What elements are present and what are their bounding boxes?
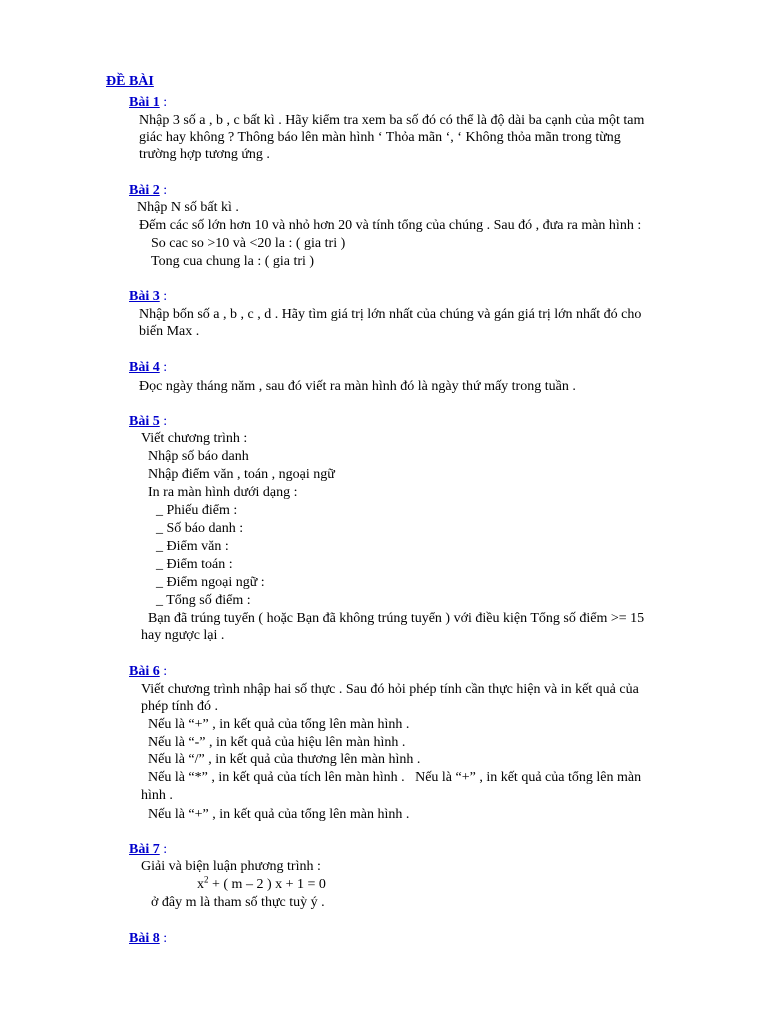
exercise-5-line-2: Nhập số báo danh [148,449,249,464]
exercise-5-line-12: hay ngược lại . [141,628,225,643]
exercise-heading-colon: : [159,95,168,110]
exercise-3-line-2: biến Max . [139,324,200,339]
exercise-heading-colon: : [159,183,168,198]
exercise-1-line-1: Nhập 3 số a , b , c bất kì . Hãy kiểm tra xem ba số đó có thể là độ dài ba cạnh của một tam [139,113,645,128]
exercise-heading-label: Bài 1 [129,95,160,110]
exercise-2-line-4: Tong cua chung la : ( gia tri ) [151,254,315,269]
exercise-7-line-3: ở đây m là tham số thực tuỳ ý . [151,895,325,910]
exercise-heading-1 [129,94,167,112]
exercise-6-line-8: Nếu là “+” , in kết quả của tổng lên màn hình . [148,807,410,822]
exercise-6-line-6: Nếu là “*” , in kết quả của tích lên màn hình . Nếu là “+” , in kết quả của tổng lên màn [148,770,642,785]
exercise-heading-5 [129,413,167,431]
exercise-heading-4 [129,359,167,377]
exercise-heading-3 [129,288,167,306]
exercise-5-line-7: _ Điểm văn : [156,539,229,554]
exercise-7-line-1: Giải và biện luận phương trình : [141,859,321,874]
exercise-5-line-1: Viết chương trình : [141,431,248,446]
exercise-5-line-11: Bạn đã trúng tuyển ( hoặc Bạn đã không trúng tuyển ) với điều kiện Tổng số điểm >= 15 [148,611,645,626]
exercise-heading-label: Bài 8 [129,931,160,946]
exercise-heading-colon: : [159,360,168,375]
exercise-heading-label: Bài 7 [129,842,160,857]
exercise-6-line-5: Nếu là “/” , in kết quả của thương lên màn hình . [148,752,421,767]
exercise-heading-colon: : [159,414,168,429]
exercise-1-line-3: trường hợp tương ứng . [139,147,270,162]
exercise-5-line-4: In ra màn hình dưới dạng : [148,485,298,500]
exercise-2-line-2: Đếm các số lớn hơn 10 và nhỏ hơn 20 và tính tổng của chúng . Sau đó , đưa ra màn hình : [139,218,642,233]
exercise-heading-label: Bài 4 [129,360,160,375]
exercise-4-line-1: Đọc ngày tháng năm , sau đó viết ra màn hình đó là ngày thứ mấy trong tuần . [139,379,576,394]
exercise-6-line-2: phép tính đó . [141,699,218,714]
exercise-heading-label: Bài 5 [129,414,160,429]
exercise-heading-label: Bài 3 [129,289,160,304]
exercise-6-line-4: Nếu là “-” , in kết quả của hiệu lên màn hình . [148,735,406,750]
exercise-5-line-3: Nhập điểm văn , toán , ngoại ngữ [148,467,335,482]
exercise-heading-label: Bài 2 [129,183,160,198]
exercise-heading-7 [129,841,167,859]
exercise-2-line-1: Nhập N số bất kì . [137,200,239,215]
equation-rest: + ( m – 2 ) x + 1 = 0 [208,877,326,892]
exercise-heading-6 [129,663,167,681]
exercise-6-line-3: Nếu là “+” , in kết quả của tổng lên màn hình . [148,717,410,732]
exercise-3-line-1: Nhập bốn số a , b , c , d . Hãy tìm giá trị lớn nhất của chúng và gán giá trị lớn nhất đó cho [139,307,642,322]
exercise-5-line-8: _ Điểm toán : [156,557,233,572]
equation-variable: x [197,877,204,892]
exercise-heading-2 [129,182,167,200]
exercise-5-line-9: _ Điểm ngoại ngữ : [156,575,265,590]
exercise-heading-colon: : [159,931,168,946]
exercise-5-line-6: _ Số báo danh : [156,521,244,536]
exercise-5-line-5: _ Phiếu điểm : [156,503,238,518]
exercise-heading-colon: : [159,289,168,304]
exercise-heading-label: Bài 6 [129,664,160,679]
exercise-6-line-7: hình . [141,788,173,803]
exercise-5-line-10: _ Tổng số điểm : [156,593,251,608]
exercise-heading-colon: : [159,664,168,679]
exercise-6-line-1: Viết chương trình nhập hai số thực . Sau đó hỏi phép tính cần thực hiện và in kết quả của [141,682,639,697]
exercise-heading-colon: : [159,842,168,857]
equation-exponent: 2 [204,874,209,885]
exercise-heading-8 [129,930,167,948]
page-title: ĐỀ BÀI [106,74,154,89]
exercise-1-line-2: giác hay không ? Thông báo lên màn hình ‘ Thỏa mãn ‘, ‘ Không thỏa mãn trong từng [139,130,621,145]
exercise-2-line-3: So cac so >10 và <20 la : ( gia tri ) [151,236,346,251]
equation [197,876,326,894]
